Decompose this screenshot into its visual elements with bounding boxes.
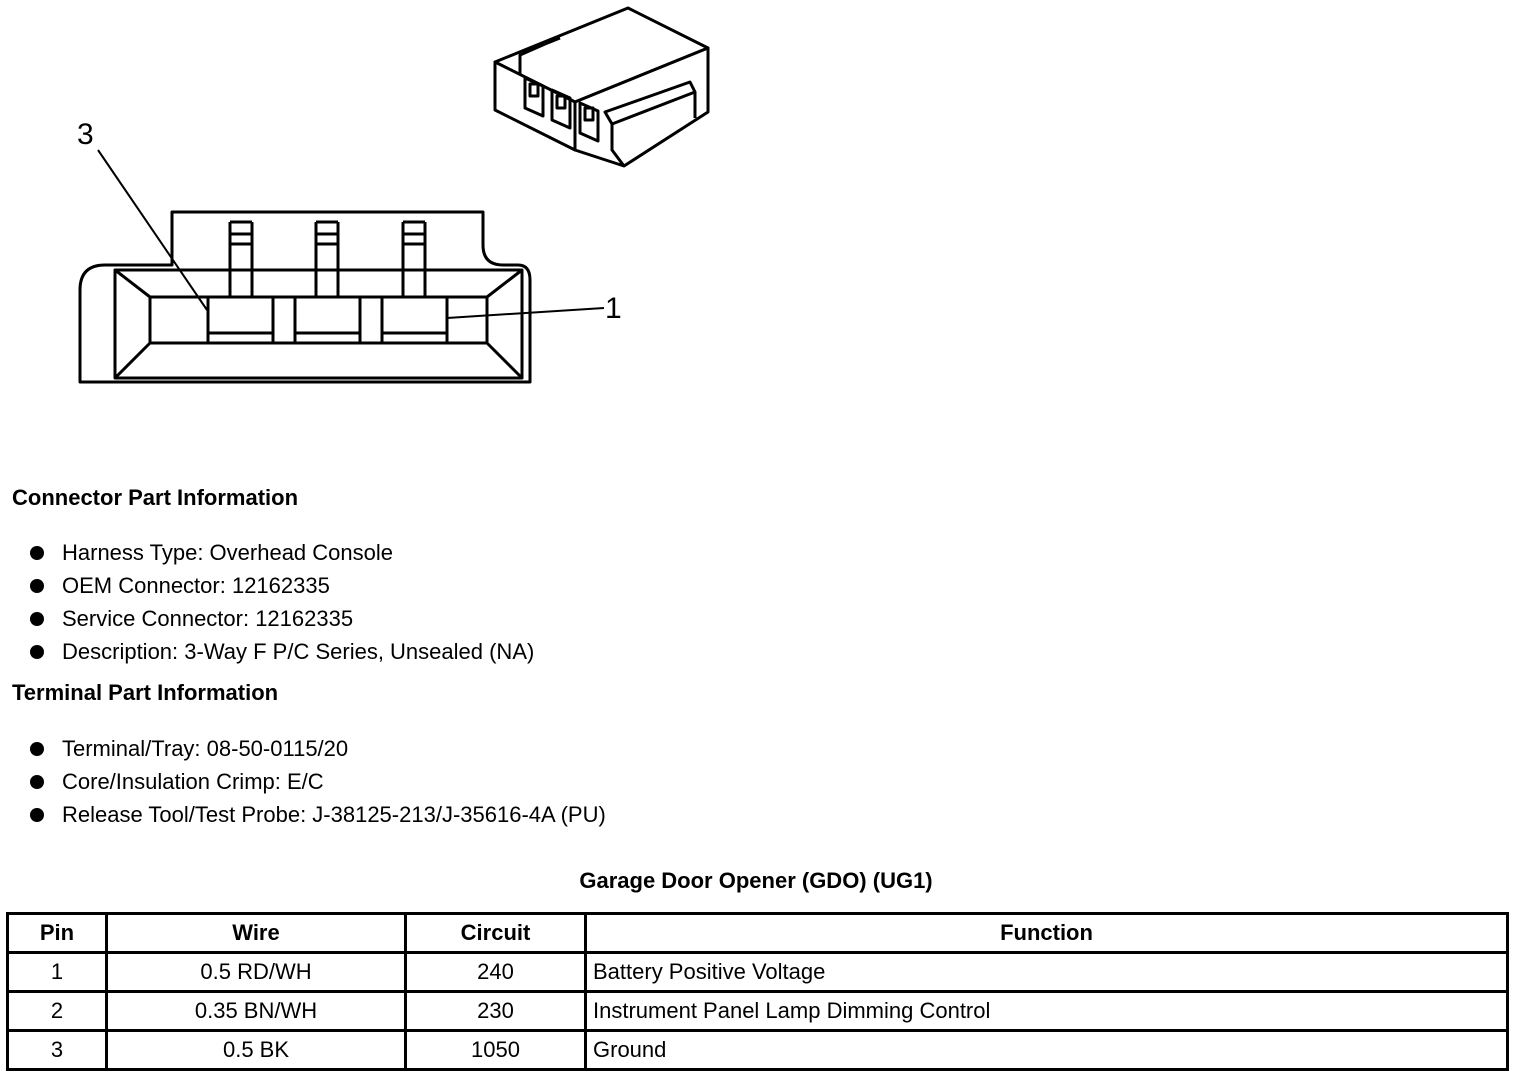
table-row (8, 953, 1508, 992)
cell-wire: 0.5 BK (107, 1031, 406, 1070)
table-row (8, 992, 1508, 1031)
cell-function: Instrument Panel Lamp Dimming Control (586, 992, 1508, 1031)
header-function: Function (586, 914, 1508, 953)
table-header-row (8, 914, 1508, 953)
list-item: Core/Insulation Crimp: E/C (28, 765, 606, 798)
list-item: Description: 3-Way F P/C Series, Unsealed (NA) (28, 635, 534, 668)
callout-1-label: 1 (605, 292, 622, 325)
list-item: Release Tool/Test Probe: J-38125-213/J-35616-4A (PU) (28, 798, 606, 831)
header-wire: Wire (107, 914, 406, 953)
table-row (8, 1031, 1508, 1070)
cell-pin: 3 (8, 1031, 107, 1070)
cell-pin: 1 (8, 953, 107, 992)
terminal-part-info-list (28, 732, 606, 831)
connector-part-info-heading: Connector Part Information (12, 485, 299, 510)
list-item: OEM Connector: 12162335 (28, 569, 534, 602)
cell-wire: 0.5 RD/WH (107, 953, 406, 992)
cell-wire: 0.35 BN/WH (107, 992, 406, 1031)
header-circuit: Circuit (406, 914, 586, 953)
cell-circuit: 1050 (406, 1031, 586, 1070)
connector-diagram (0, 0, 760, 470)
cell-circuit: 240 (406, 953, 586, 992)
pin-table (6, 912, 1509, 1071)
table-caption: Garage Door Opener (GDO) (UG1) (579, 868, 933, 893)
list-item: Terminal/Tray: 08-50-0115/20 (28, 732, 606, 765)
cell-function: Ground (586, 1031, 1508, 1070)
cell-pin: 2 (8, 992, 107, 1031)
header-pin: Pin (8, 914, 107, 953)
cell-function: Battery Positive Voltage (586, 953, 1508, 992)
list-item: Service Connector: 12162335 (28, 602, 534, 635)
callout-3-label: 3 (77, 118, 94, 151)
list-item: Harness Type: Overhead Console (28, 536, 534, 569)
connector-face-view (80, 212, 530, 382)
connector-part-info-list (28, 536, 534, 668)
terminal-part-info-heading: Terminal Part Information (12, 680, 279, 705)
connector-3d-illustration (495, 8, 708, 166)
cell-circuit: 230 (406, 992, 586, 1031)
